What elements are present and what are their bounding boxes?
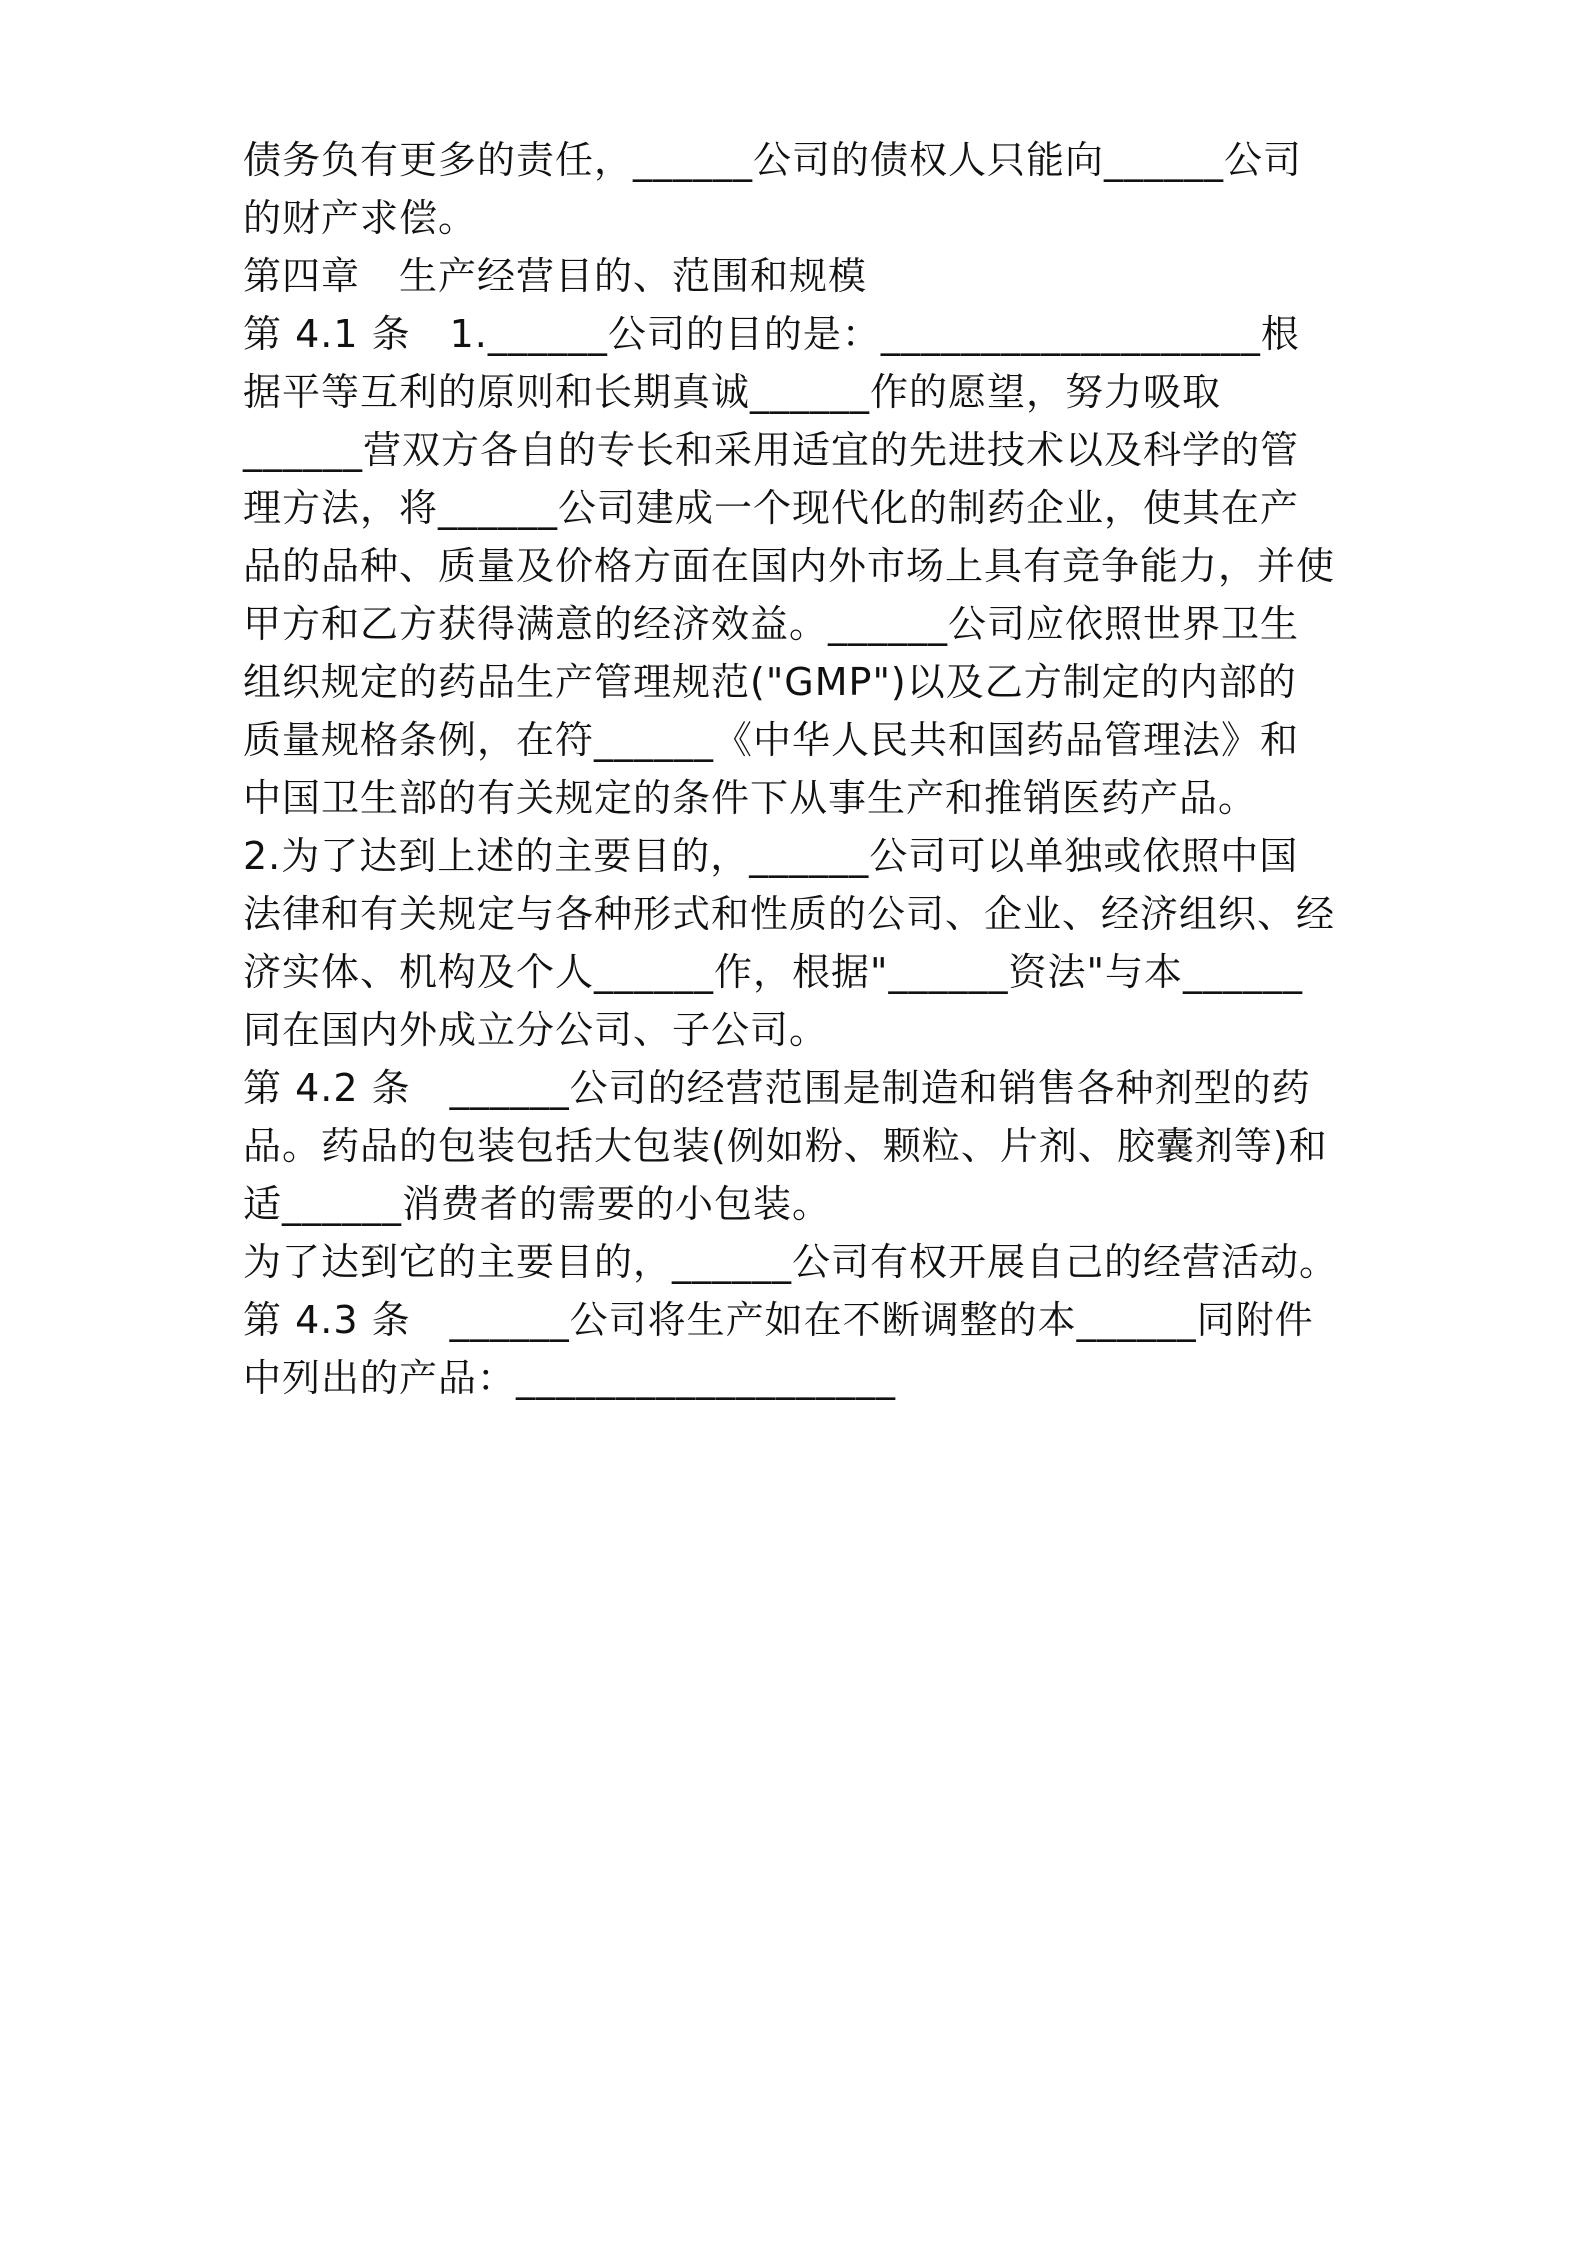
text-line: 中列出的产品：___________________ bbox=[243, 1356, 897, 1400]
text-line: 组织规定的药品生产管理规范("GMP")以及乙方制定的内部的 bbox=[243, 660, 1297, 704]
text-line: 济实体、机构及个人______作，根据"______资法"与本______ bbox=[243, 950, 1303, 994]
text-line: 第 4.3 条 ______公司将生产如在不断调整的本______同附件 bbox=[243, 1298, 1314, 1342]
text-line: 中国卫生部的有关规定的条件下从事生产和推销医药产品。 bbox=[243, 776, 1258, 820]
text-line: 债务负有更多的责任，______公司的债权人只能向______公司 bbox=[243, 138, 1303, 182]
text-line: 适______消费者的需要的小包装。 bbox=[243, 1182, 832, 1226]
text-line: 品。药品的包装包括大包装(例如粉、颗粒、片剂、胶囊剂等)和 bbox=[243, 1124, 1328, 1168]
text-line: 的财产求偿。 bbox=[243, 196, 478, 240]
text-line: 第 4.2 条 ______公司的经营范围是制造和销售各种剂型的药 bbox=[243, 1066, 1311, 1110]
text-line: 2.为了达到上述的主要目的，______公司可以单独或依照中国 bbox=[243, 834, 1299, 878]
text-line: 甲方和乙方获得满意的经济效益。______公司应依照世界卫生 bbox=[243, 602, 1300, 646]
text-line: 法律和有关规定与各种形式和性质的公司、企业、经济组织、经 bbox=[243, 892, 1336, 936]
text-line: 理方法，将______公司建成一个现代化的制药企业，使其在产 bbox=[243, 486, 1300, 530]
text-line: 品的品种、质量及价格方面在国内外市场上具有竞争能力，并使 bbox=[243, 544, 1336, 588]
chapter-heading: 第四章 生产经营目的、范围和规模 bbox=[243, 254, 868, 298]
text-line: ______营双方各自的专长和采用适宜的先进技术以及科学的管 bbox=[243, 428, 1300, 472]
text-line: 为了达到它的主要目的，______公司有权开展自己的经营活动。 bbox=[243, 1240, 1339, 1284]
text-line: 质量规格条例，在符______《中华人民共和国药品管理法》和 bbox=[243, 718, 1300, 762]
text-line: 据平等互利的原则和长期真诚______作的愿望，努力吸取 bbox=[243, 370, 1222, 414]
text-line: 同在国内外成立分公司、子公司。 bbox=[243, 1008, 829, 1052]
text-line: 第 4.1 条 1.______公司的目的是：___________________根 bbox=[243, 312, 1300, 356]
